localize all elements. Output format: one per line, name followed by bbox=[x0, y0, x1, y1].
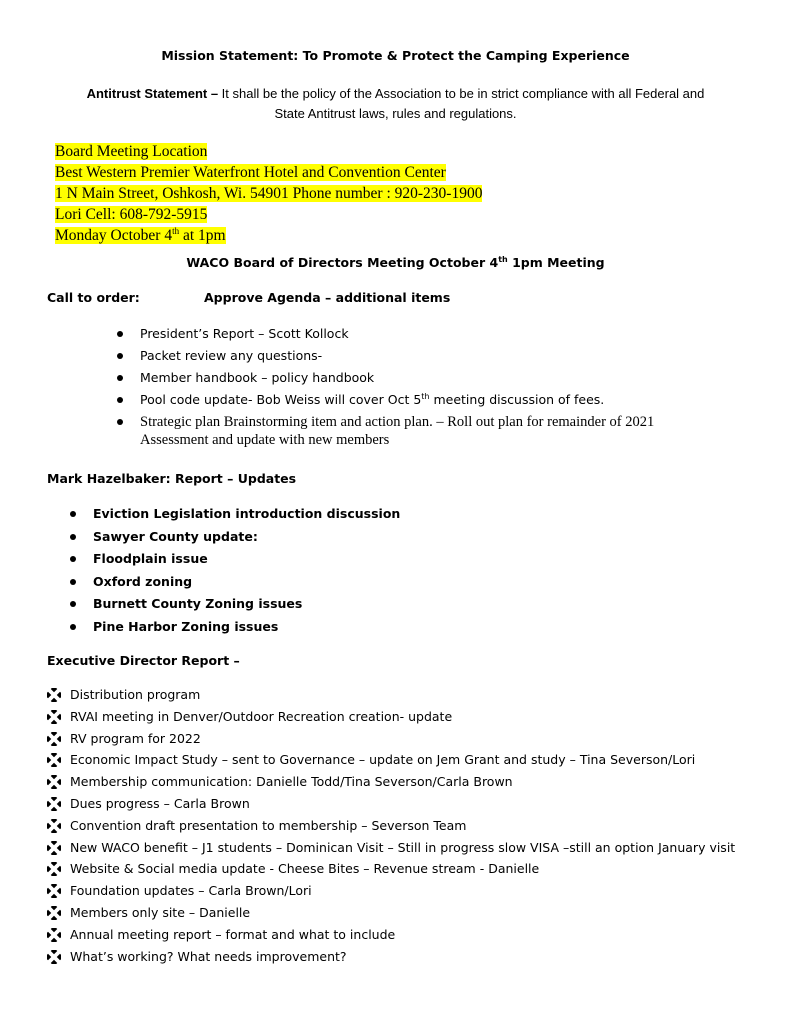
list-item bbox=[47, 708, 735, 730]
mission-statement: Mission Statement: To Promote & Protect the Camping Experience bbox=[161, 48, 630, 63]
meeting-title-time: 1pm Meeting bbox=[507, 255, 605, 270]
agenda-item-pool bbox=[140, 392, 604, 407]
mark-item: Pine Harbor Zoning issues bbox=[93, 618, 279, 634]
agenda-item-packet: Packet review any questions- bbox=[140, 348, 323, 363]
antitrust-statement bbox=[0, 84, 791, 124]
meeting-location-block bbox=[55, 141, 482, 246]
exec-item: RVAI meeting in Denver/Outdoor Recreation creation- update bbox=[70, 708, 453, 724]
mark-item: Burnett County Zoning issues bbox=[93, 596, 303, 612]
location-date-suffix: th bbox=[172, 226, 180, 236]
diamond-bullet-icon bbox=[47, 688, 61, 702]
location-address: 1 N Main Street, Oshkosh, Wi. 54901 Phone number : 920-230-1900 bbox=[55, 185, 483, 202]
pool-suffix: th bbox=[421, 392, 430, 401]
exec-item: Website & Social media update - Cheese Bites – Revenue stream - Danielle bbox=[70, 861, 540, 877]
list-item bbox=[47, 904, 735, 926]
bullet-icon bbox=[70, 534, 76, 540]
mark-report-list bbox=[70, 505, 400, 641]
bullet-icon bbox=[70, 624, 76, 630]
location-hotel: Best Western Premier Waterfront Hotel and Convention Center bbox=[55, 164, 446, 181]
agenda-item-strategic-line-2: Assessment and update with new members bbox=[140, 432, 390, 448]
bullet-icon bbox=[70, 511, 76, 517]
list-item bbox=[47, 730, 735, 752]
antitrust-line-1 bbox=[0, 84, 791, 104]
list-item bbox=[47, 948, 735, 970]
exec-report-heading: Executive Director Report – bbox=[47, 653, 240, 668]
exec-item: Foundation updates – Carla Brown/Lori bbox=[70, 883, 312, 899]
bullet-icon bbox=[117, 353, 123, 359]
list-item bbox=[70, 573, 400, 596]
mark-item: Sawyer County update: bbox=[93, 528, 258, 544]
list-item bbox=[70, 528, 400, 551]
mark-item: Eviction Legislation introduction discussion bbox=[93, 506, 401, 521]
list-item bbox=[70, 505, 400, 528]
approve-agenda: Approve Agenda – additional items bbox=[204, 290, 451, 305]
agenda-item-strategic-line-1: Strategic plan Brainstorming item and action plan. – Roll out plan for remainder of 2021 bbox=[140, 414, 655, 430]
exec-item: What’s working? What needs improvement? bbox=[70, 948, 347, 964]
agenda-item-handbook: Member handbook – policy handbook bbox=[140, 370, 375, 385]
diamond-bullet-icon bbox=[47, 732, 61, 746]
list-item bbox=[47, 795, 735, 817]
list-item bbox=[117, 391, 654, 413]
list-item bbox=[117, 369, 654, 391]
bullet-icon bbox=[70, 556, 76, 562]
exec-report-list bbox=[47, 686, 735, 969]
agenda-list bbox=[117, 325, 654, 449]
diamond-bullet-icon bbox=[47, 950, 61, 964]
meeting-title-suffix: th bbox=[498, 255, 508, 264]
list-item bbox=[117, 413, 654, 449]
pool-text: Pool code update- Bob Weiss will cover Oct 5 bbox=[140, 392, 422, 407]
bullet-icon bbox=[70, 601, 76, 607]
mark-item: Oxford zoning bbox=[93, 573, 193, 589]
bullet-icon bbox=[117, 397, 123, 403]
exec-item: New WACO benefit – J1 students – Dominican Visit – Still in progress slow VISA –still an option January visit bbox=[70, 839, 736, 855]
antitrust-label: Antitrust Statement – bbox=[86, 86, 219, 101]
list-item bbox=[47, 860, 735, 882]
diamond-bullet-icon bbox=[47, 819, 61, 833]
bullet-icon bbox=[117, 375, 123, 381]
exec-item: Convention draft presentation to membership – Severson Team bbox=[70, 817, 467, 833]
list-item bbox=[70, 618, 400, 641]
call-to-order-label: Call to order: bbox=[47, 290, 140, 305]
location-date-text: Monday October 4 bbox=[55, 227, 173, 244]
list-item bbox=[117, 325, 654, 347]
location-cell: Lori Cell: 608-792-5915 bbox=[55, 206, 208, 223]
antitrust-text-1: It shall be the policy of the Association to be in strict compliance with all Federal and bbox=[218, 86, 705, 101]
exec-item: Distribution program bbox=[70, 687, 201, 702]
location-heading: Board Meeting Location bbox=[55, 143, 208, 160]
mark-item: Floodplain issue bbox=[93, 551, 208, 567]
exec-item: Economic Impact Study – sent to Governance – update on Jem Grant and study – Tina Severson/Lori bbox=[70, 752, 696, 768]
bullet-icon bbox=[117, 419, 123, 425]
diamond-bullet-icon bbox=[47, 775, 61, 789]
diamond-bullet-icon bbox=[47, 841, 61, 855]
mark-report-heading: Mark Hazelbaker: Report – Updates bbox=[47, 471, 297, 486]
agenda-item-president: President’s Report – Scott Kollock bbox=[140, 326, 349, 341]
exec-item: Membership communication: Danielle Todd/Tina Severson/Carla Brown bbox=[70, 774, 513, 790]
exec-item: RV program for 2022 bbox=[70, 730, 201, 746]
bullet-icon bbox=[117, 331, 123, 337]
diamond-bullet-icon bbox=[47, 753, 61, 767]
list-item bbox=[47, 817, 735, 839]
diamond-bullet-icon bbox=[47, 710, 61, 724]
list-item bbox=[47, 751, 735, 773]
diamond-bullet-icon bbox=[47, 797, 61, 811]
antitrust-line-2: State Antitrust laws, rules and regulations. bbox=[274, 106, 517, 121]
pool-text-end: meeting discussion of fees. bbox=[429, 392, 605, 407]
list-item bbox=[70, 595, 400, 618]
exec-item: Dues progress – Carla Brown bbox=[70, 795, 250, 811]
diamond-bullet-icon bbox=[47, 884, 61, 898]
exec-item: Members only site – Danielle bbox=[70, 904, 251, 920]
diamond-bullet-icon bbox=[47, 928, 61, 942]
diamond-bullet-icon bbox=[47, 862, 61, 876]
list-item bbox=[47, 882, 735, 904]
bullet-icon bbox=[70, 579, 76, 585]
list-item bbox=[47, 773, 735, 795]
meeting-title-text: WACO Board of Directors Meeting October 4 bbox=[186, 255, 499, 270]
list-item bbox=[70, 550, 400, 573]
list-item bbox=[117, 347, 654, 369]
list-item bbox=[47, 686, 735, 708]
list-item bbox=[47, 926, 735, 948]
location-date bbox=[55, 227, 226, 244]
location-date-time: at 1pm bbox=[179, 227, 226, 244]
list-item bbox=[47, 839, 735, 861]
diamond-bullet-icon bbox=[47, 906, 61, 920]
meeting-title bbox=[0, 255, 791, 270]
exec-item: Annual meeting report – format and what to include bbox=[70, 926, 396, 942]
